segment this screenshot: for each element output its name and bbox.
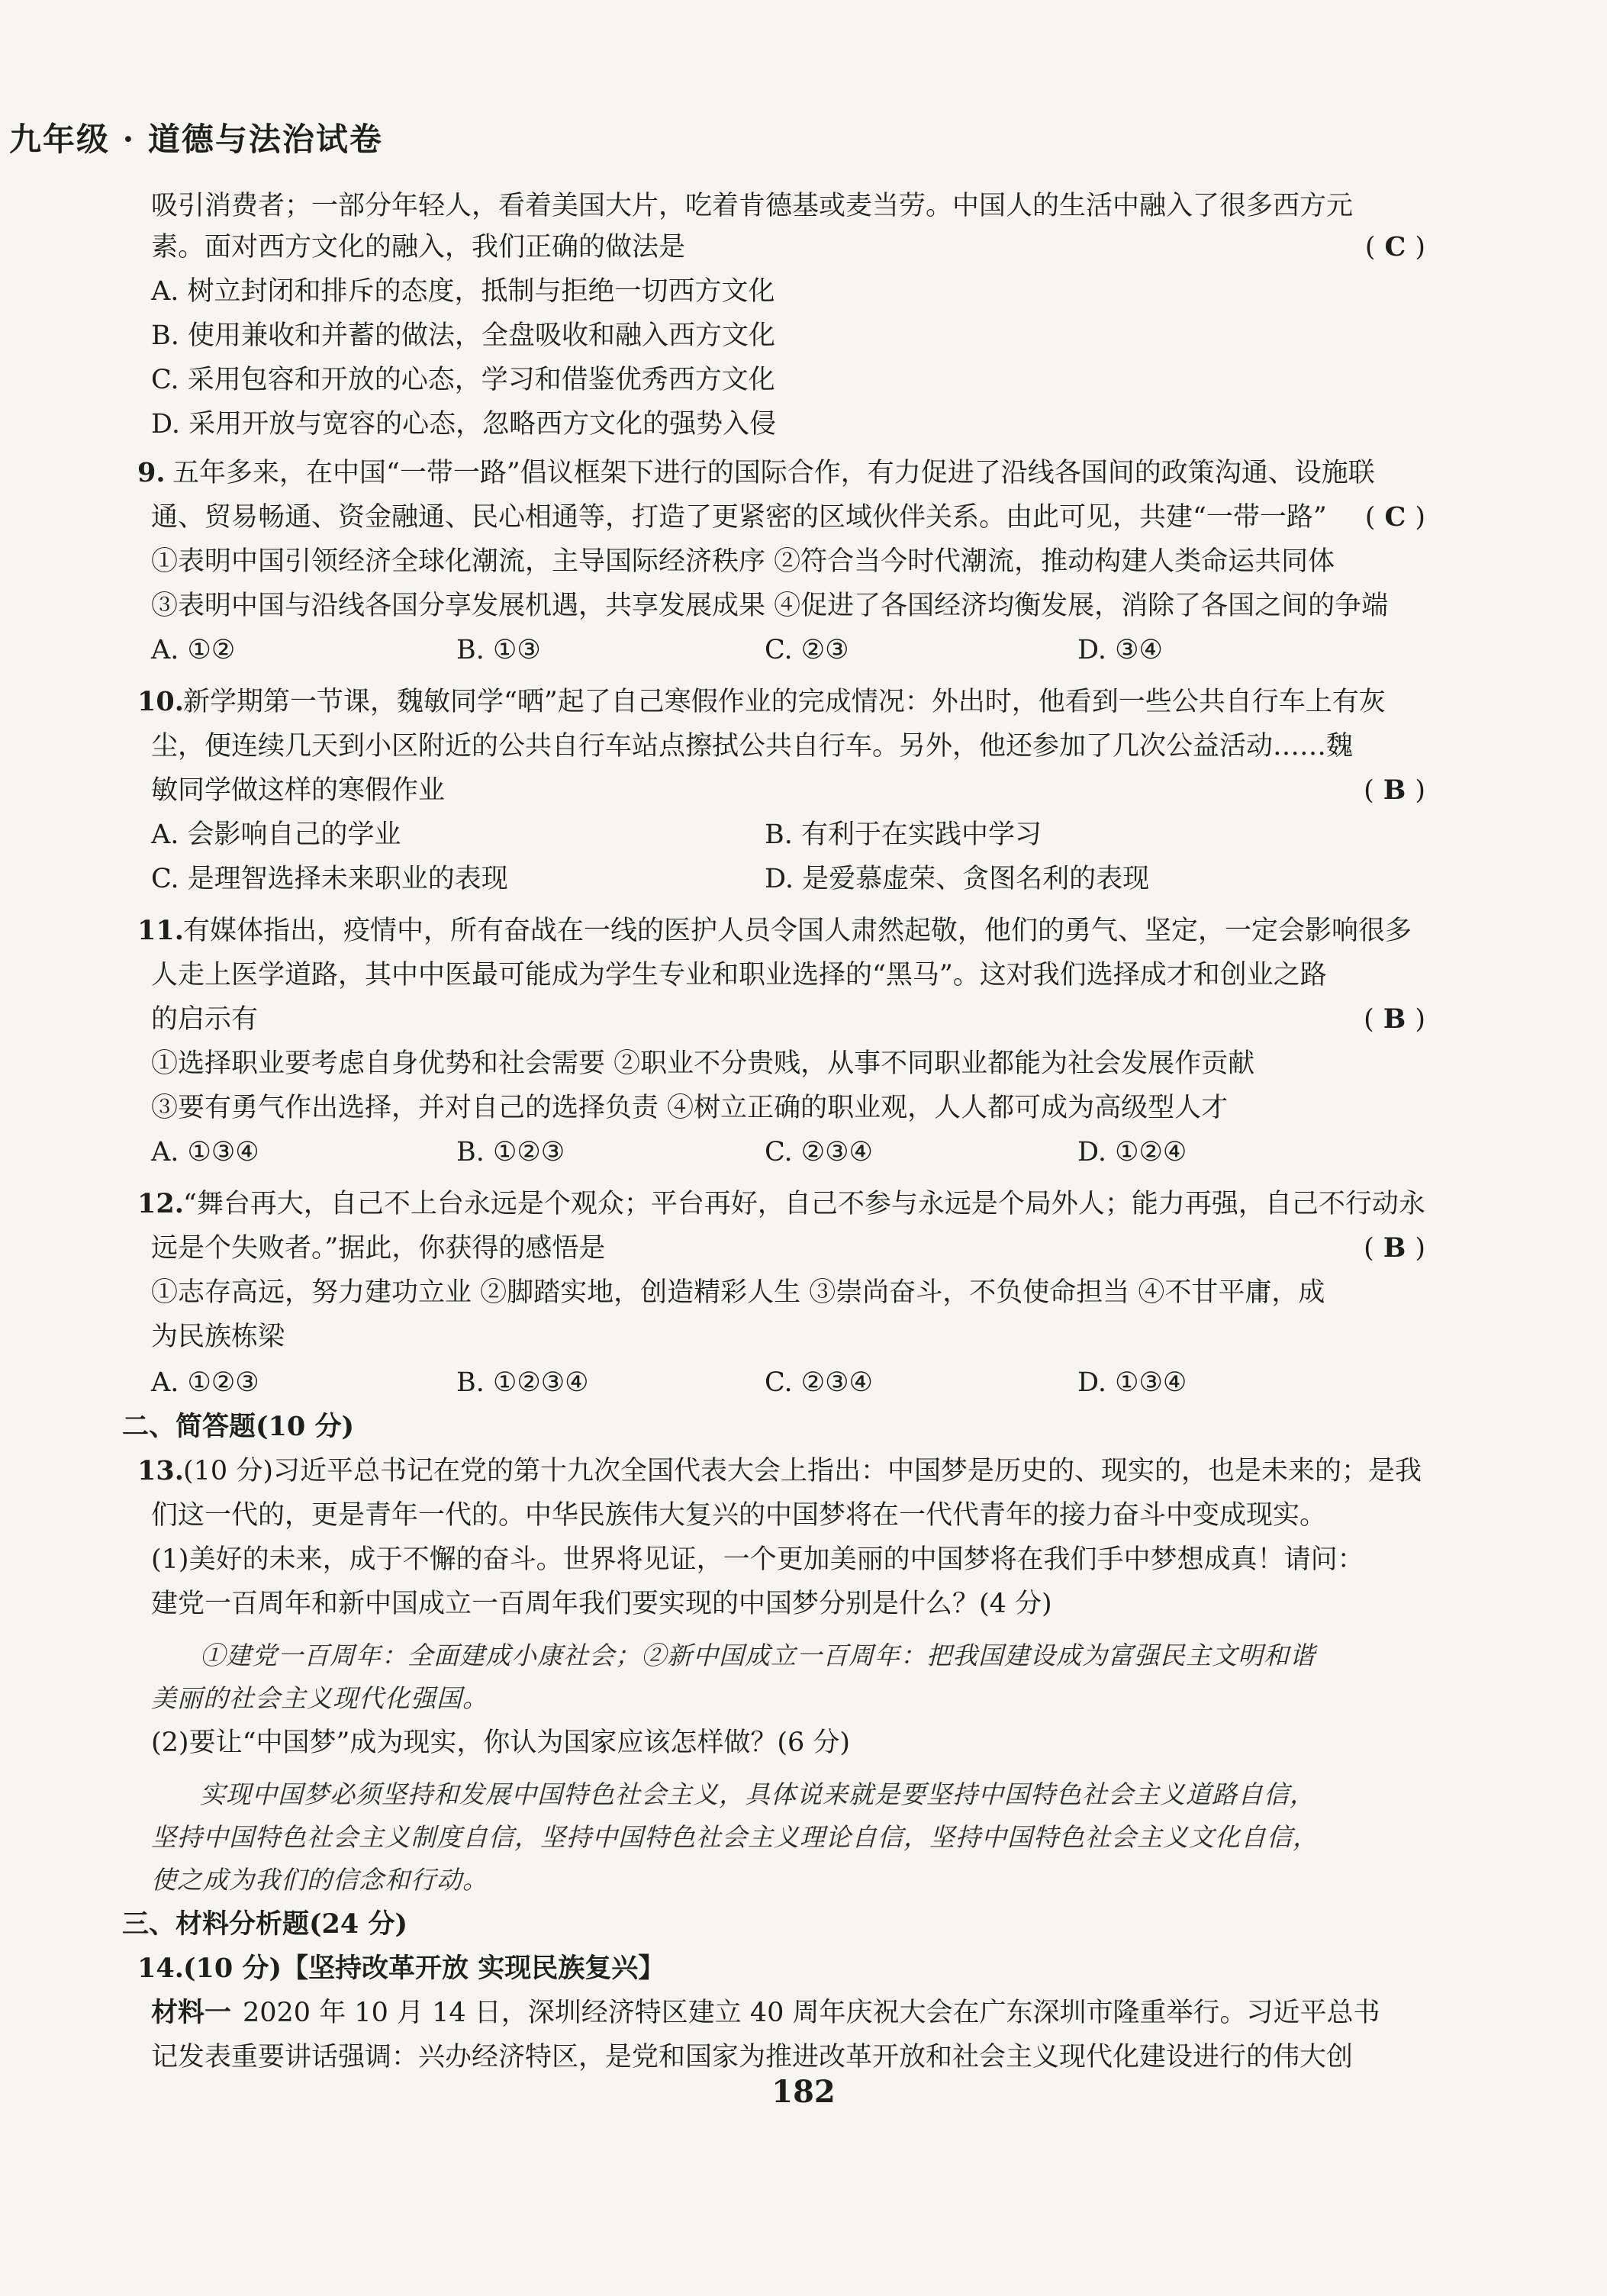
q13-line1: (10 分)习近平总书记在党的第十九次全国代表大会上指出：中国梦是历史的、现实的，也是未来的；是我 [183, 1456, 1422, 1486]
q12-option-a: A. ①②③ [151, 1367, 259, 1398]
q9-option-d: D. ③④ [1077, 635, 1163, 665]
q12-option-b: B. ①②③④ [456, 1367, 589, 1398]
q8-option-c: C. 采用包容和开放的心态，学习和借鉴优秀西方文化 [151, 365, 775, 395]
q8-line2: 素。面对西方文化的融入，我们正确的做法是 [151, 232, 686, 262]
section-3-title: 三、材料分析题(24 分) [122, 1908, 408, 1940]
q10-answer: ( B ) [1364, 774, 1425, 806]
q13-handwritten-answer-1-line2: 美丽的社会主义现代化强国。 [151, 1683, 488, 1713]
q8-answer: ( C ) [1364, 231, 1425, 262]
page-header: 九年级 · 道德与法治试卷 [9, 121, 383, 158]
q11-number: 11. [137, 915, 184, 946]
q14-material-line2: 记发表重要讲话强调：兴办经济特区，是党和国家为推进改革开放和社会主义现代化建设进行的伟大创 [151, 2042, 1354, 2072]
q10-number: 10. [137, 686, 184, 717]
q11-option-b: B. ①②③ [456, 1137, 565, 1167]
q12-statements-1: ①志存高远，努力建功立业 ②脚踏实地，创造精彩人生 ③崇尚奋斗，不负使命担当 ④不甘平庸，成 [151, 1277, 1325, 1308]
q11-statements-2: ③要有勇气作出选择，并对自己的选择负责 ④树立正确的职业观，人人都可成为高级型人才 [151, 1093, 1229, 1123]
q13-sub1-line1: (1)美好的未来，成于不懈的奋斗。世界将见证，一个更加美丽的中国梦将在我们手中梦想成真！请问： [151, 1544, 1364, 1575]
q13-sub2: (2)要让“中国梦”成为现实，你认为国家应该怎样做？(6 分) [151, 1728, 851, 1758]
q12-number: 12. [137, 1188, 184, 1219]
q14-material-label: 材料一 [151, 1997, 232, 2028]
q12-option-d: D. ①③④ [1077, 1367, 1187, 1398]
q14-material-line1: 2020 年 10 月 14 日，深圳经济特区建立 40 周年庆祝大会在广东深圳市隆重举行。习近平总书 [243, 1998, 1380, 2028]
q12-answer: ( B ) [1364, 1232, 1425, 1264]
q10-option-d: D. 是爱慕虚荣、贪图名利的表现 [765, 864, 1150, 894]
q14-title: (10 分)【坚持改革开放 实现民族复兴】 [183, 1953, 665, 1984]
q11-line2: 人走上医学道路，其中中医最可能成为学生专业和职业选择的“黑马”。这对我们选择成才和创业之路 [151, 960, 1327, 990]
q11-line3: 的启示有 [151, 1004, 259, 1035]
q9-line2: 通、贸易畅通、资金融通、民心相通等，打造了更紧密的区域伙伴关系。由此可见，共建“一带一路” [151, 502, 1327, 533]
q11-option-d: D. ①②④ [1077, 1137, 1187, 1167]
q12-option-c: C. ②③④ [765, 1367, 873, 1398]
q13-handwritten-answer-2-line3: 使之成为我们的信念和行动。 [151, 1865, 488, 1895]
q12-line1: “舞台再大，自己不上台永远是个观众；平台再好，自己不参与永远是个局外人；能力再强，自己不行动永 [183, 1189, 1425, 1219]
q8-option-a: A. 树立封闭和排斥的态度，抵制与拒绝一切西方文化 [151, 276, 775, 307]
q11-answer: ( B ) [1364, 1003, 1425, 1035]
q10-line2: 尘，便连续几天到小区附近的公共自行车站点擦拭公共自行车。另外，他还参加了几次公益活动……魏 [151, 731, 1354, 762]
q10-option-c: C. 是理智选择未来职业的表现 [151, 864, 508, 894]
q10-line3: 敏同学做这样的寒假作业 [151, 775, 446, 806]
section-2-title: 二、简答题(10 分) [122, 1411, 355, 1442]
q9-answer: ( C ) [1364, 501, 1425, 533]
q10-option-b: B. 有利于在实践中学习 [765, 820, 1042, 850]
q8-option-b: B. 使用兼收和并蓄的做法，全盘吸收和融入西方文化 [151, 320, 775, 351]
q13-sub1-line2: 建党一百周年和新中国成立一百周年我们要实现的中国梦分别是什么？(4 分) [151, 1589, 1052, 1619]
q11-statements-1: ①选择职业要考虑自身优势和社会需要 ②职业不分贵贱，从事不同职业都能为社会发展作贡献 [151, 1048, 1255, 1079]
q9-line1: 五年多来，在中国“一带一路”倡议框架下进行的国际合作，有力促进了沿线各国间的政策沟通、设施联 [172, 458, 1375, 488]
q12-line2: 远是个失败者。”据此，你获得的感悟是 [151, 1233, 606, 1264]
q11-option-c: C. ②③④ [765, 1137, 873, 1167]
q11-option-a: A. ①③④ [151, 1137, 259, 1167]
q9-option-c: C. ②③ [765, 635, 849, 665]
page-number: 182 [771, 2074, 836, 2110]
q13-handwritten-answer-1-line1: ①建党一百周年：全面建成小康社会；②新中国成立一百周年：把我国建设成为富强民主文明和谐 [200, 1641, 1316, 1670]
q14-number: 14. [137, 1953, 184, 1984]
q9-number: 9. [137, 457, 166, 488]
q13-handwritten-answer-2-line2: 坚持中国特色社会主义制度自信，坚持中国特色社会主义理论自信，坚持中国特色社会主义文化自信， [151, 1822, 1319, 1852]
q8-line1: 吸引消费者；一部分年轻人，看着美国大片，吃着肯德基或麦当劳。中国人的生活中融入了很多西方元 [151, 191, 1354, 221]
q9-option-a: A. ①② [151, 635, 236, 665]
q11-line1: 有媒体指出，疫情中，所有奋战在一线的医护人员令国人肃然起敬，他们的勇气、坚定，一定会影响很多 [183, 916, 1412, 946]
q10-option-a: A. 会影响自己的学业 [151, 820, 401, 850]
q9-statements-2: ③表明中国与沿线各国分享发展机遇，共享发展成果 ④促进了各国经济均衡发展，消除了各国之间的争端 [151, 591, 1389, 621]
q8-option-d: D. 采用开放与宽容的心态，忽略西方文化的强势入侵 [151, 409, 777, 440]
q13-line2: 们这一代的，更是青年一代的。中华民族伟大复兴的中国梦将在一代代青年的接力奋斗中变成现实。 [151, 1500, 1327, 1531]
q13-handwritten-answer-2-line1: 实现中国梦必须坚持和发展中国特色社会主义，具体说来就是要坚持中国特色社会主义道路自信， [200, 1779, 1316, 1809]
q10-line1: 新学期第一节课，魏敏同学“晒”起了自己寒假作业的完成情况：外出时，他看到一些公共自行车上有灰 [183, 687, 1386, 717]
q12-statements-2: 为民族栋梁 [151, 1322, 285, 1352]
q13-number: 13. [137, 1455, 184, 1486]
q9-statements-1: ①表明中国引领经济全球化潮流，主导国际经济秩序 ②符合当今时代潮流，推动构建人类命运共同体 [151, 546, 1335, 577]
q9-option-b: B. ①③ [456, 635, 541, 665]
